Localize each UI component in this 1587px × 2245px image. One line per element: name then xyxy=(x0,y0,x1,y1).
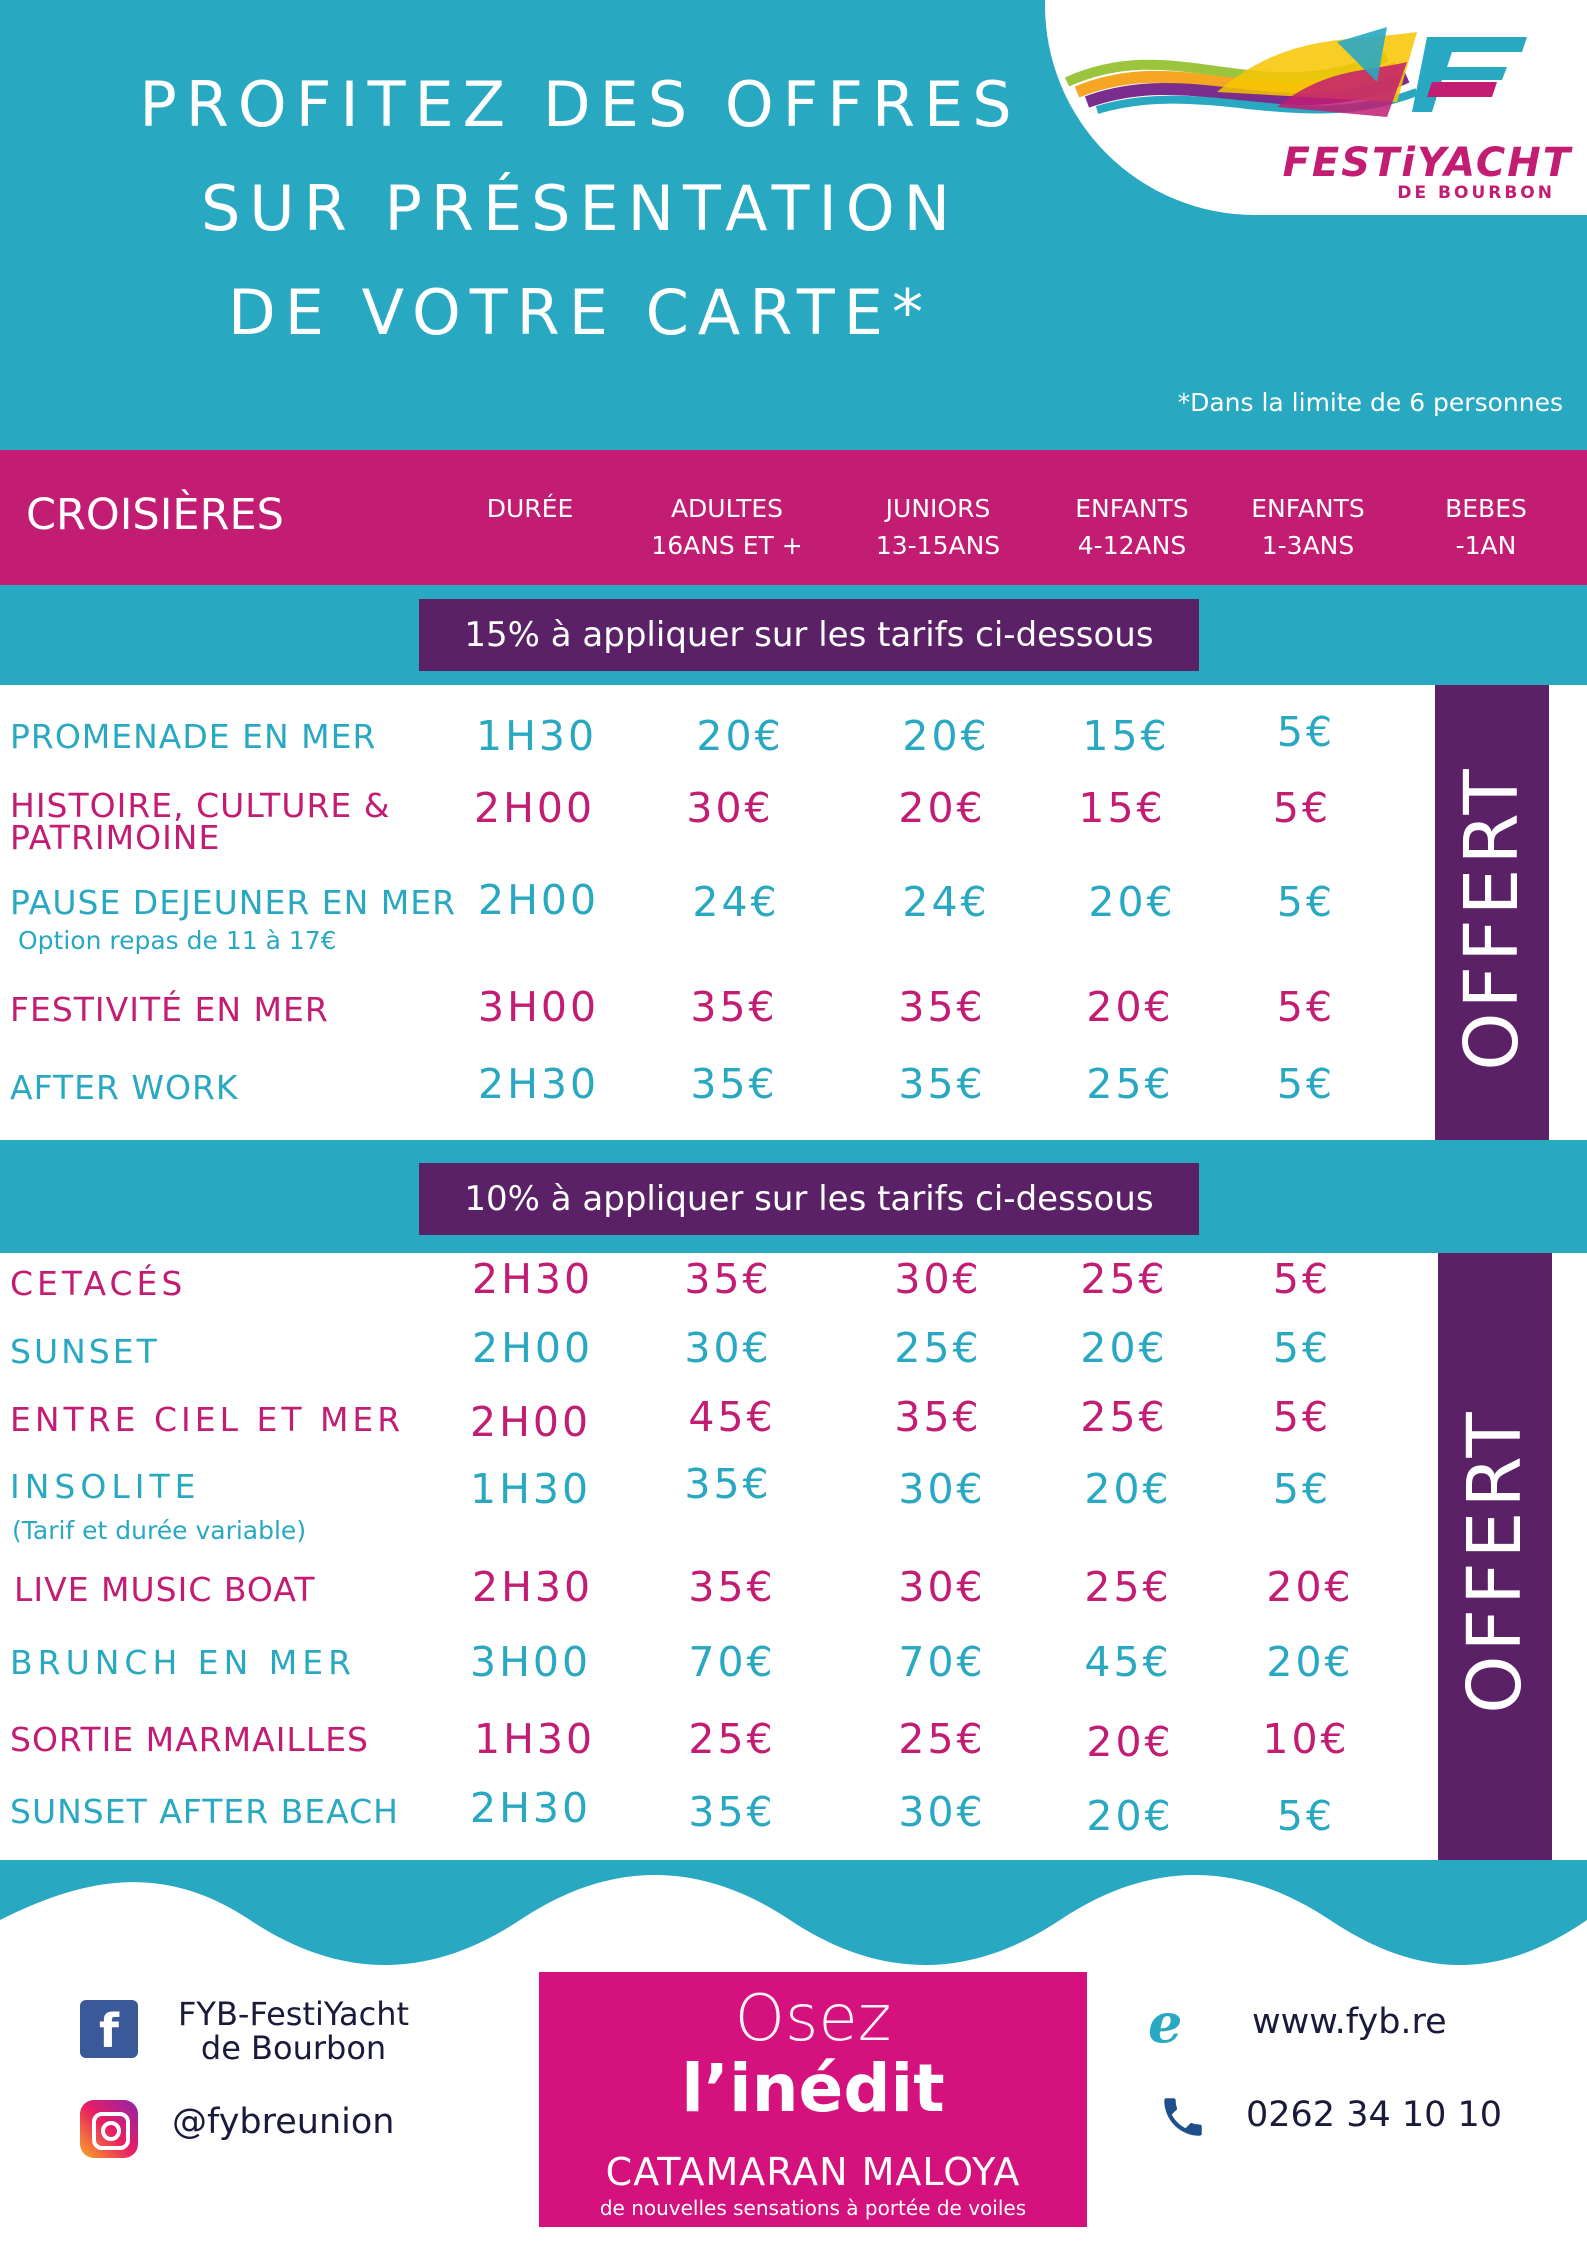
juniors-price: 25€ xyxy=(894,1324,982,1372)
instagram-icon[interactable] xyxy=(80,2100,138,2158)
juniors-price: 35€ xyxy=(898,983,986,1031)
column-header-enfants-petits: ENFANTS 1-3ANS xyxy=(1251,494,1365,560)
phone-icon[interactable] xyxy=(1158,2092,1208,2142)
duree-value: 2H00 xyxy=(474,784,596,832)
promo-banner xyxy=(539,1972,1087,2227)
website-link[interactable]: www.fyb.re xyxy=(1252,2002,1447,2042)
enfants-petits-price: 5€ xyxy=(1272,1255,1332,1303)
enfants-price: 25€ xyxy=(1084,1563,1172,1611)
cruise-note: Option repas de 11 à 17€ xyxy=(18,926,337,955)
enfants-price: 25€ xyxy=(1086,1060,1174,1108)
cruise-name: HISTOIRE, CULTURE & xyxy=(10,786,391,825)
enfants-price: 20€ xyxy=(1086,983,1174,1031)
cruise-name: PAUSE DEJEUNER EN MER xyxy=(10,883,457,922)
sail-swoosh-icon xyxy=(1057,22,1557,132)
duree-value: 1H30 xyxy=(470,1465,592,1513)
adultes-price: 45€ xyxy=(688,1393,776,1441)
cruise-note: (Tarif et durée variable) xyxy=(12,1516,307,1545)
offert-label-1: OFFERT xyxy=(1449,765,1535,1071)
enfants-petits-price: 5€ xyxy=(1276,1792,1336,1840)
column-header-juniors: JUNIORS 13-15ANS xyxy=(875,494,1001,560)
enfants-petits-price: 5€ xyxy=(1276,708,1336,756)
logo-subtitle: DE BOURBON xyxy=(1397,183,1555,203)
adultes-price: 70€ xyxy=(688,1638,776,1686)
enfants-price: 15€ xyxy=(1082,712,1170,760)
duree-value: 2H00 xyxy=(472,1324,594,1372)
section-2-banner: 10% à appliquer sur les tarifs ci-dessous xyxy=(419,1163,1199,1235)
offert-badge-1 xyxy=(1435,685,1549,1140)
cruise-name: PROMENADE EN MER xyxy=(10,717,377,756)
promo-tagline: de nouvelles sensations à portée de voiles xyxy=(599,2196,1027,2220)
enfants-price: 20€ xyxy=(1084,1465,1172,1513)
enfants-price: 20€ xyxy=(1088,878,1176,926)
juniors-price: 70€ xyxy=(898,1638,986,1686)
enfants-price: 45€ xyxy=(1084,1638,1172,1686)
promo-osez: Osez xyxy=(734,1982,892,2056)
duree-value: 1H30 xyxy=(476,712,598,760)
column-header-duree: DURÉE xyxy=(486,494,574,523)
disclaimer: *Dans la limite de 6 personnes xyxy=(1177,388,1563,417)
enfants-petits-price: 5€ xyxy=(1272,1324,1332,1372)
enfants-petits-price: 20€ xyxy=(1266,1638,1354,1686)
adultes-price: 20€ xyxy=(696,712,784,760)
column-header-bebes: BEBES -1AN xyxy=(1445,494,1527,560)
promo-inedit: l’inédit xyxy=(681,2050,945,2127)
enfants-petits-price: 10€ xyxy=(1262,1715,1350,1763)
adultes-price: 25€ xyxy=(688,1715,776,1763)
web-browser-icon[interactable]: e xyxy=(1148,1991,1183,2055)
duree-value: 2H00 xyxy=(478,876,600,924)
juniors-price: 20€ xyxy=(902,712,990,760)
enfants-petits-price: 5€ xyxy=(1272,1393,1332,1441)
enfants-petits-price: 5€ xyxy=(1276,878,1336,926)
enfants-price: 15€ xyxy=(1078,784,1166,832)
page-title-line-1: PROFITEZ DES OFFRES xyxy=(139,68,1021,141)
duree-value: 2H00 xyxy=(470,1398,592,1446)
adultes-price: 35€ xyxy=(688,1563,776,1611)
adultes-price: 35€ xyxy=(690,983,778,1031)
page-title-line-3: DE VOTRE CARTE* xyxy=(228,276,932,349)
cruise-name: FESTIVITÉ EN MER xyxy=(10,990,329,1029)
adultes-price: 24€ xyxy=(692,878,780,926)
cruise-name: CETACÉS xyxy=(10,1264,187,1303)
duree-value: 3H00 xyxy=(478,983,600,1031)
adultes-price: 30€ xyxy=(684,1324,772,1372)
juniors-price: 25€ xyxy=(898,1715,986,1763)
column-header-adultes: ADULTES 16ANS ET + xyxy=(651,494,803,560)
adultes-price: 35€ xyxy=(684,1460,772,1508)
offert-badge-2 xyxy=(1438,1253,1552,1868)
juniors-price: 20€ xyxy=(898,784,986,832)
cruise-name: AFTER WORK xyxy=(10,1068,239,1107)
duree-value: 2H30 xyxy=(478,1060,600,1108)
duree-value: 2H30 xyxy=(472,1563,594,1611)
juniors-price: 30€ xyxy=(894,1255,982,1303)
adultes-price: 35€ xyxy=(684,1255,772,1303)
enfants-petits-price: 5€ xyxy=(1276,1060,1336,1108)
cruise-name: INSOLITE xyxy=(10,1467,201,1506)
juniors-price: 35€ xyxy=(898,1060,986,1108)
juniors-price: 24€ xyxy=(902,878,990,926)
column-header-enfants: ENFANTS 4-12ANS xyxy=(1075,494,1189,560)
juniors-price: 30€ xyxy=(898,1563,986,1611)
facebook-link[interactable]: FYB-FestiYacht de Bourbon xyxy=(178,1995,410,2067)
adultes-price: 30€ xyxy=(686,784,774,832)
adultes-price: 35€ xyxy=(690,1060,778,1108)
phone-number[interactable]: 0262 34 10 10 xyxy=(1246,2095,1503,2135)
enfants-price: 25€ xyxy=(1080,1393,1168,1441)
juniors-price: 35€ xyxy=(894,1393,982,1441)
cruise-name: LIVE MUSIC BOAT xyxy=(14,1570,316,1609)
adultes-price: 35€ xyxy=(688,1788,776,1836)
enfants-petits-price: 5€ xyxy=(1276,983,1336,1031)
cruise-name: SORTIE MARMAILLES xyxy=(10,1720,370,1759)
promo-boat-name: CATAMARAN MALOYA xyxy=(605,2150,1021,2194)
table-title: CROISIÈRES xyxy=(26,490,284,540)
instagram-link[interactable]: @fybreunion xyxy=(172,2102,395,2142)
enfants-price: 20€ xyxy=(1086,1792,1174,1840)
duree-value: 1H30 xyxy=(474,1715,596,1763)
wave-divider xyxy=(0,1860,1587,1970)
enfants-price: 25€ xyxy=(1080,1255,1168,1303)
page-title-line-2: SUR PRÉSENTATION xyxy=(200,172,960,245)
duree-value: 2H30 xyxy=(472,1255,594,1303)
juniors-price: 30€ xyxy=(898,1465,986,1513)
enfants-petits-price: 5€ xyxy=(1272,1465,1332,1513)
cruise-name-line-2: PATRIMOINE xyxy=(10,818,221,857)
cruise-name: ENTRE CIEL ET MER xyxy=(10,1400,405,1439)
duree-value: 2H30 xyxy=(470,1784,592,1832)
logo-name: FESTiYACHT xyxy=(1282,140,1572,186)
enfants-petits-price: 20€ xyxy=(1266,1563,1354,1611)
duree-value: 3H00 xyxy=(470,1638,592,1686)
cruise-name: SUNSET xyxy=(10,1332,160,1371)
enfants-petits-price: 5€ xyxy=(1272,784,1332,832)
facebook-icon[interactable]: f xyxy=(80,2000,138,2058)
offert-label-2: OFFERT xyxy=(1452,1408,1538,1714)
cruise-name: BRUNCH EN MER xyxy=(10,1643,357,1682)
enfants-price: 20€ xyxy=(1086,1718,1174,1766)
juniors-price: 30€ xyxy=(898,1788,986,1836)
cruise-name: SUNSET AFTER BEACH xyxy=(10,1792,399,1831)
enfants-price: 20€ xyxy=(1080,1324,1168,1372)
section-1-banner: 15% à appliquer sur les tarifs ci-dessous xyxy=(419,599,1199,671)
